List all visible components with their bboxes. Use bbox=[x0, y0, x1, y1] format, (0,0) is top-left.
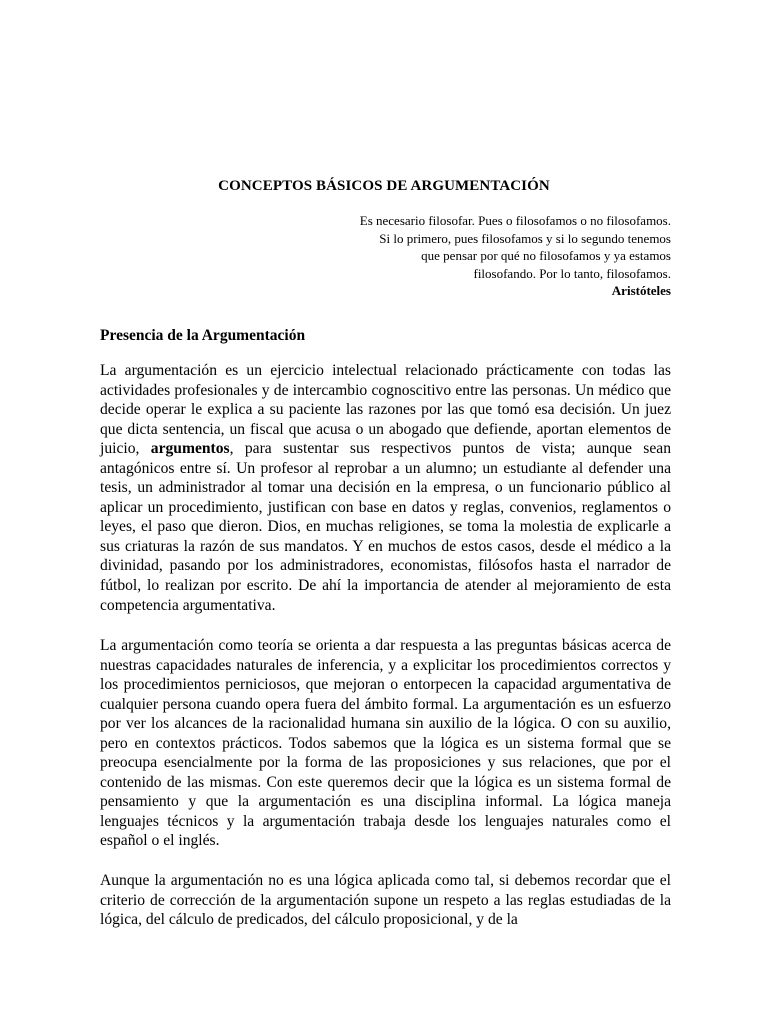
epigraph-line: Es necesario filosofar. Pues o filosofamos o no filosofamos. bbox=[359, 213, 671, 228]
paragraph-1-text-b: , para sustentar sus respectivos puntos de vista; aunque sean antagónicos entre sí. Un profesor al reprobar a un alumno; un estudiante al defender una tesis, un administrador al tomar una decisión en la empresa, o un funcionario público al aplicar un procedimiento, justifican con base en datos y reglas, convenios, reglamentos o leyes, el paso que dieron. Dios, en muchas religiones, se toma la molestia de explicarle a sus criaturas la razón de sus mandatos. Y en muchos de estos casos, desde el médico a la divinidad, pasando por los administradores, economistas, filósofos hasta el narrador de fútbol, lo realizan por escrito. De ahí la importancia de atender al mejoramiento de esta competencia argumentativa. bbox=[100, 440, 671, 614]
epigraph-line: Si lo primero, pues filosofamos y si lo segundo tenemos bbox=[379, 230, 671, 246]
paragraph-1-text-a: La argumentación es un ejercicio intelectual relacionado prácticamente con todas las actividades profesionales y de intercambio cognoscitivo entre las personas. Un médico que decide operar le explica a su paciente las razones por las que tomó esa decisión. Un juez que dicta sentencia, un fiscal que acusa o un abogado que defiende, aportan elementos de juicio, bbox=[100, 362, 671, 458]
paragraph-3: Aunque la argumentación no es una lógica aplicada como tal, si debemos recordar que el criterio de corrección de la argumentación supone un respeto a las reglas estudiadas de la lógica, del cálculo de predicados, del cálculo proposicional, y de la bbox=[100, 872, 671, 929]
paragraph-2: La argumentación como teoría se orienta a dar respuesta a las preguntas básicas acerca de nuestras capacidades naturales de inferencia, y a explicitar los procedimientos correctos y los procedimientos perniciosos, que mejoran o entorpecen la capacidad argumentativa de cualquier persona cuando opera fuera del ámbito formal. La argumentación es un esfuerzo por ver los alcances de la racionalidad humana sin auxilio de la lógica. O con su auxilio, pero en contextos prácticos. Todos sabemos que la lógica es un sistema formal que se preocupa esencialmente por la forma de las proposiciones y sus relaciones, que por el contenido de las mismas. Con este queremos decir que la lógica es un sistema formal de pensamiento y que la argumentación es una disciplina informal. La lógica maneja lenguajes técnicos y la argumentación trabaja desde los lenguajes naturales como el español o el inglés. bbox=[100, 637, 671, 850]
document-title: CONCEPTOS BÁSICOS DE ARGUMENTACIÓN bbox=[218, 178, 550, 194]
epigraph-author: Aristóteles bbox=[611, 283, 671, 298]
paragraph-1 bbox=[100, 361, 671, 615]
section-heading: Presencia de la Argumentación bbox=[100, 327, 306, 344]
epigraph-quote bbox=[251, 212, 671, 300]
epigraph-line: que pensar por qué no filosofamos y ya estamos bbox=[421, 248, 671, 263]
paragraph-1-bold-term: argumentos bbox=[150, 440, 230, 458]
epigraph-line: filosofando. Por lo tanto, filosofamos. bbox=[473, 265, 671, 281]
